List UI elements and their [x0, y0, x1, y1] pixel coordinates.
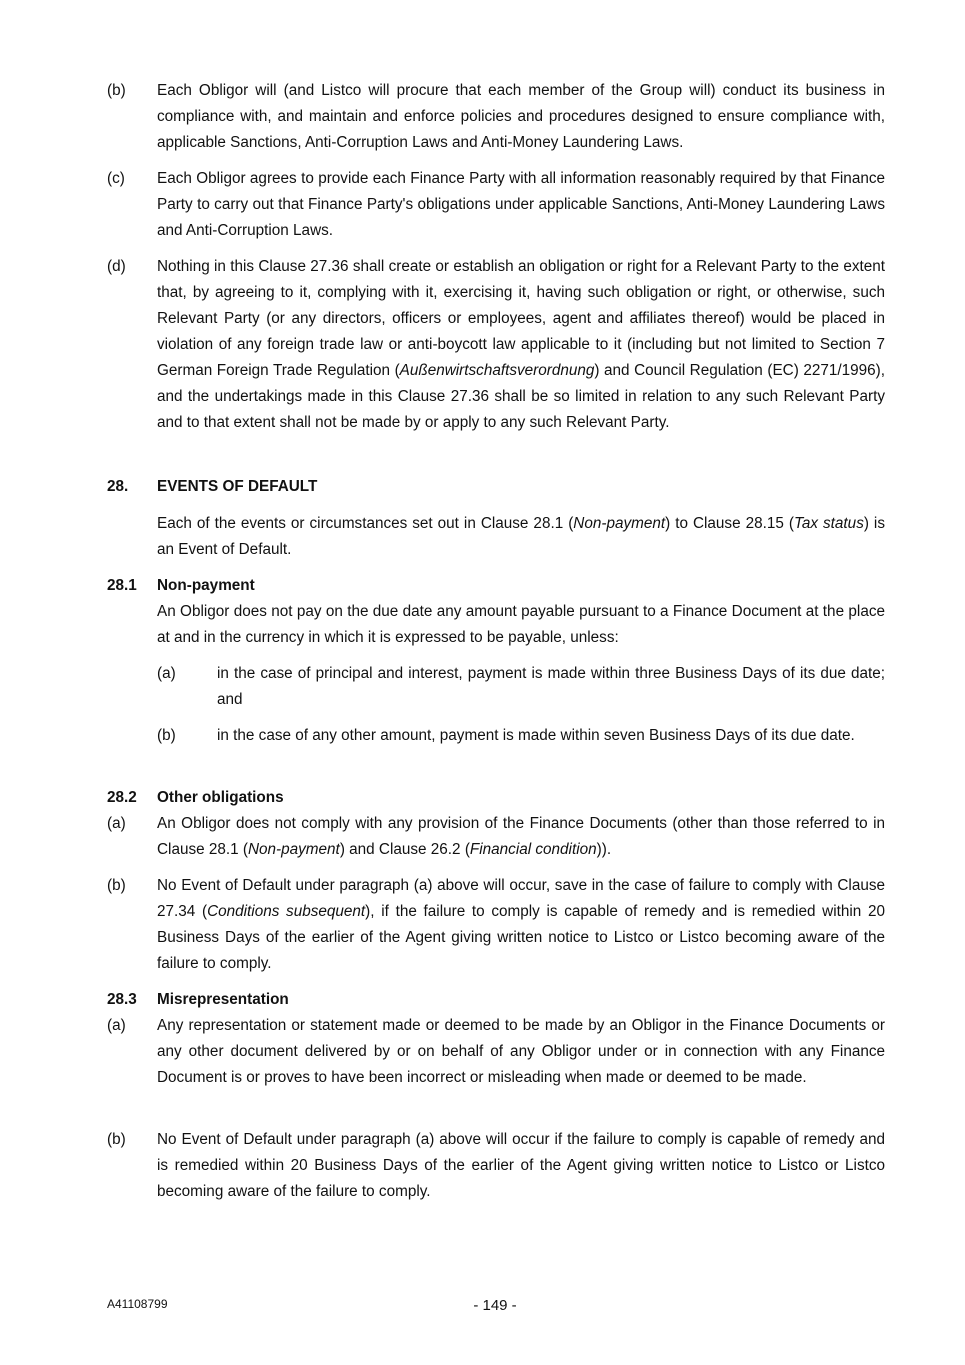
- clause-title: Non-payment: [157, 577, 255, 594]
- document-reference: A41108799: [107, 1297, 168, 1311]
- clause-title: Misrepresentation: [157, 991, 289, 1008]
- paragraph-label: (d): [107, 258, 126, 275]
- paragraph-label: (b): [107, 1131, 126, 1148]
- clause-28-1-body: An Obligor does not pay on the due date any amount payable pursuant to a Finance Document at the place at and in the currency in which it is expressed to be payable, unless:: [157, 603, 885, 646]
- paragraph-text: No Event of Default under paragraph (a) above will occur, save in the case of failure to comply with Clause 27.34 (Conditions subsequent), if the failure to comply is capable of remedy and is remedied within 20 Business Days of the earlier of the Agent giving written notice to Listco or Listco becoming aware of the failure to comply.: [157, 877, 885, 972]
- paragraph-text: Each Obligor will (and Listco will procure that each member of the Group will) conduct its business in compliance with, and maintain and enforce policies and procedures designed to ensure compliance with, applicable Sanctions, Anti-Corruption Laws and Anti-Money Laundering Laws.: [157, 82, 885, 151]
- page-number: - 149 -: [473, 1297, 517, 1314]
- paragraph-text: No Event of Default under paragraph (a) above will occur if the failure to comply is capable of remedy and is remedied within 20 Business Days of the earlier of the Agent giving written notice to Listco or Listco becoming aware of the failure to comply.: [157, 1131, 885, 1200]
- clause-number: 28.3: [107, 991, 137, 1008]
- paragraph-text: in the case of any other amount, payment is made within seven Business Days of its due date.: [217, 727, 855, 744]
- clause-title: EVENTS OF DEFAULT: [157, 478, 318, 495]
- paragraph-label: (b): [157, 727, 176, 744]
- paragraph-label: (a): [107, 1017, 126, 1034]
- paragraph-text: Each Obligor agrees to provide each Finance Party with all information reasonably required by that Finance Party to carry out that Finance Party's obligations under applicable Sanctions, Anti-Money Laundering Laws and Anti-Corruption Laws.: [157, 170, 885, 239]
- clause-number: 28.1: [107, 577, 137, 594]
- clause-number: 28.2: [107, 789, 137, 806]
- paragraph-label: (c): [107, 170, 125, 187]
- paragraph-text: Any representation or statement made or deemed to be made by an Obligor in the Finance Documents or any other document delivered by or on behalf of any Obligor under or in connection with any Finance Document is or proves to have been incorrect or misleading when made or deemed to be made.: [157, 1017, 885, 1086]
- paragraph-label: (a): [157, 665, 176, 682]
- clause-number: 28.: [107, 478, 129, 495]
- paragraph-text: An Obligor does not comply with any provision of the Finance Documents (other than those referred to in Clause 28.1 (Non-payment) and Clause 26.2 (Financial condition)).: [157, 815, 885, 858]
- paragraph-label: (b): [107, 877, 126, 894]
- paragraph-label: (b): [107, 82, 126, 99]
- clause-28-intro: Each of the events or circumstances set out in Clause 28.1 (Non-payment) to Clause 28.15 (Tax status) is an Event of Default.: [157, 515, 885, 558]
- paragraph-text: Nothing in this Clause 27.36 shall create or establish an obligation or right for a Relevant Party to the extent that, by agreeing to it, complying with it, exercising it, having such obligation or right, or otherwise, such Relevant Party (or any directors, officers or employees, agent and affiliates thereof) would be placed in violation of any foreign trade law or anti-boycott law applicable to it (including but not limited to Section 7 German Foreign Trade Regulation (Außenwirtschaftsverordnung) and Council Regulation (EC) 2271/1996), and the undertakings made in this Clause 27.36 shall be so limited in relation to any such Relevant Party and to that extent shall not be made by or apply to any such Relevant Party.: [157, 258, 885, 431]
- paragraph-text: in the case of principal and interest, payment is made within three Business Days of its due date; and: [217, 665, 885, 708]
- clause-title: Other obligations: [157, 789, 284, 806]
- paragraph-label: (a): [107, 815, 126, 832]
